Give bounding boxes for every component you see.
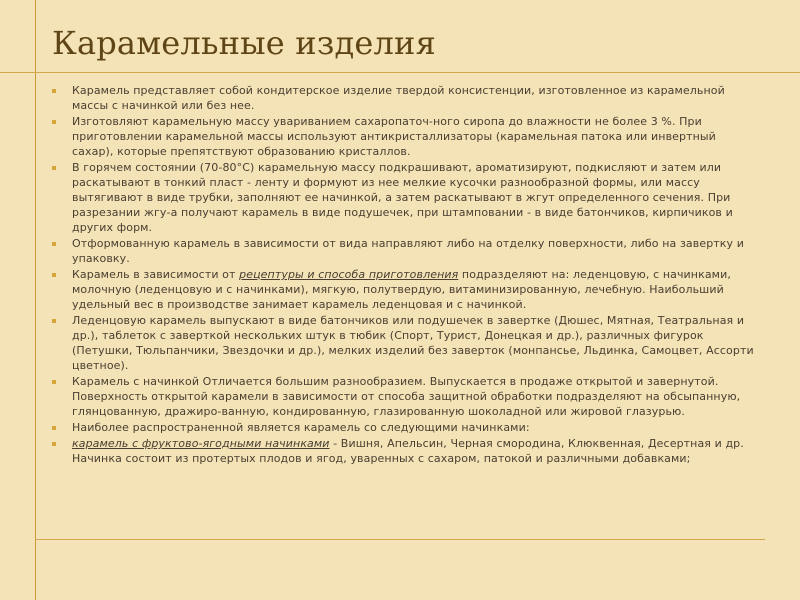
bullet-item (52, 236, 754, 266)
bullet-text-post: подразделяют на: леденцовую, с начинками, молочную (леденцовую и с начинками), мягкую, полутвердую, витаминизированную, лечебную. Наибольший удельный вес в производстве занимает карамель леденцовая и с начинкой. (72, 268, 731, 311)
slide-body (52, 83, 754, 467)
bullet-text: Изготовляют карамельную массу увариванием сахаропаточ-ного сиропа до влажности не более 3 %. При приготовлении карамельной массы используют антикристаллизаторы (карамельная патока или инвертный сахар), которые препятствуют образованию кристаллов. (72, 115, 716, 158)
bullet-item (52, 160, 754, 235)
square-bullet-icon (52, 242, 56, 246)
bullet-text: Леденцовую карамель выпускают в виде батончиков или подушечек в завертке (Дюшес, Мятная, Театральная и др.), таблеток с заверткой нескольких штук в тюбик (Спорт, Турист, Донецкая и др.), различных фигурок (Петушки, Тюльпанчики, Звездочки и др.), мелких изделий без заверток (монпансье, Льдинка, Самоцвет, Ассорти цветное). (72, 314, 754, 372)
square-bullet-icon (52, 380, 56, 384)
bullet-item (52, 114, 754, 159)
slide-title: Карамельные изделия (52, 24, 436, 62)
square-bullet-icon (52, 166, 56, 170)
bullet-text: Карамель представляет собой кондитерское изделие твердой консистенции, изготовленное из карамельной массы с начинкой или без нее. (72, 84, 725, 112)
bullet-text-emphasis: рецептуры и способа приготовления (239, 268, 459, 281)
square-bullet-icon (52, 319, 56, 323)
bullet-text-post: - Вишня, Апельсин, Черная смородина, Клюквенная, Десертная и др. Начинка состоит из протертых плодов и ягод, уваренных с сахаром, патокой и различными добавками; (72, 437, 744, 465)
bullet-item (52, 420, 754, 435)
bullet-item (52, 267, 754, 312)
bullet-item (52, 374, 754, 419)
square-bullet-icon (52, 442, 56, 446)
square-bullet-icon (52, 120, 56, 124)
title-rule (0, 72, 800, 73)
bullet-list (52, 83, 754, 466)
bullet-item (52, 313, 754, 373)
bullet-text-emphasis: карамель с фруктово-ягодными начинками (72, 437, 330, 450)
bullet-text: Карамель с начинкой Отличается большим разнообразием. Выпускается в продаже открытой и завернутой. Поверхность открытой карамели в зависимости от способа защитной обработки подразделяют на обсыпанную, глянцованную, дражиро-ванную, кондированную, глазированную шоколадной или жировой глазурью. (72, 375, 741, 418)
square-bullet-icon (52, 89, 56, 93)
square-bullet-icon (52, 273, 56, 277)
bullet-text: Наиболее распространенной является карамель со следующими начинками: (72, 421, 530, 434)
bullet-text-pre: Карамель в зависимости от (72, 268, 240, 281)
vertical-rule (35, 0, 36, 600)
bullet-text: Отформованную карамель в зависимости от вида направляют либо на отделку поверхности, либо на завертку и упаковку. (72, 237, 744, 265)
bottom-rule (35, 539, 765, 540)
bullet-item (52, 83, 754, 113)
bullet-text: В горячем состоянии (70-80°С) карамельную массу подкрашивают, ароматизируют, подкисляют и затем или раскатывают в тонкий пласт - ленту и формуют из нее мелкие кусочки разнообразной формы, или массу вытягивают в виде трубки, заполняют ее начинкой, а затем раскатывают в жгут определенного сечения. При разрезании жгу-а получают карамель в виде подушечек, при штамповании - в виде батончиков, кирпичиков и других форм. (72, 161, 733, 234)
square-bullet-icon (52, 426, 56, 430)
bullet-item (52, 436, 754, 466)
